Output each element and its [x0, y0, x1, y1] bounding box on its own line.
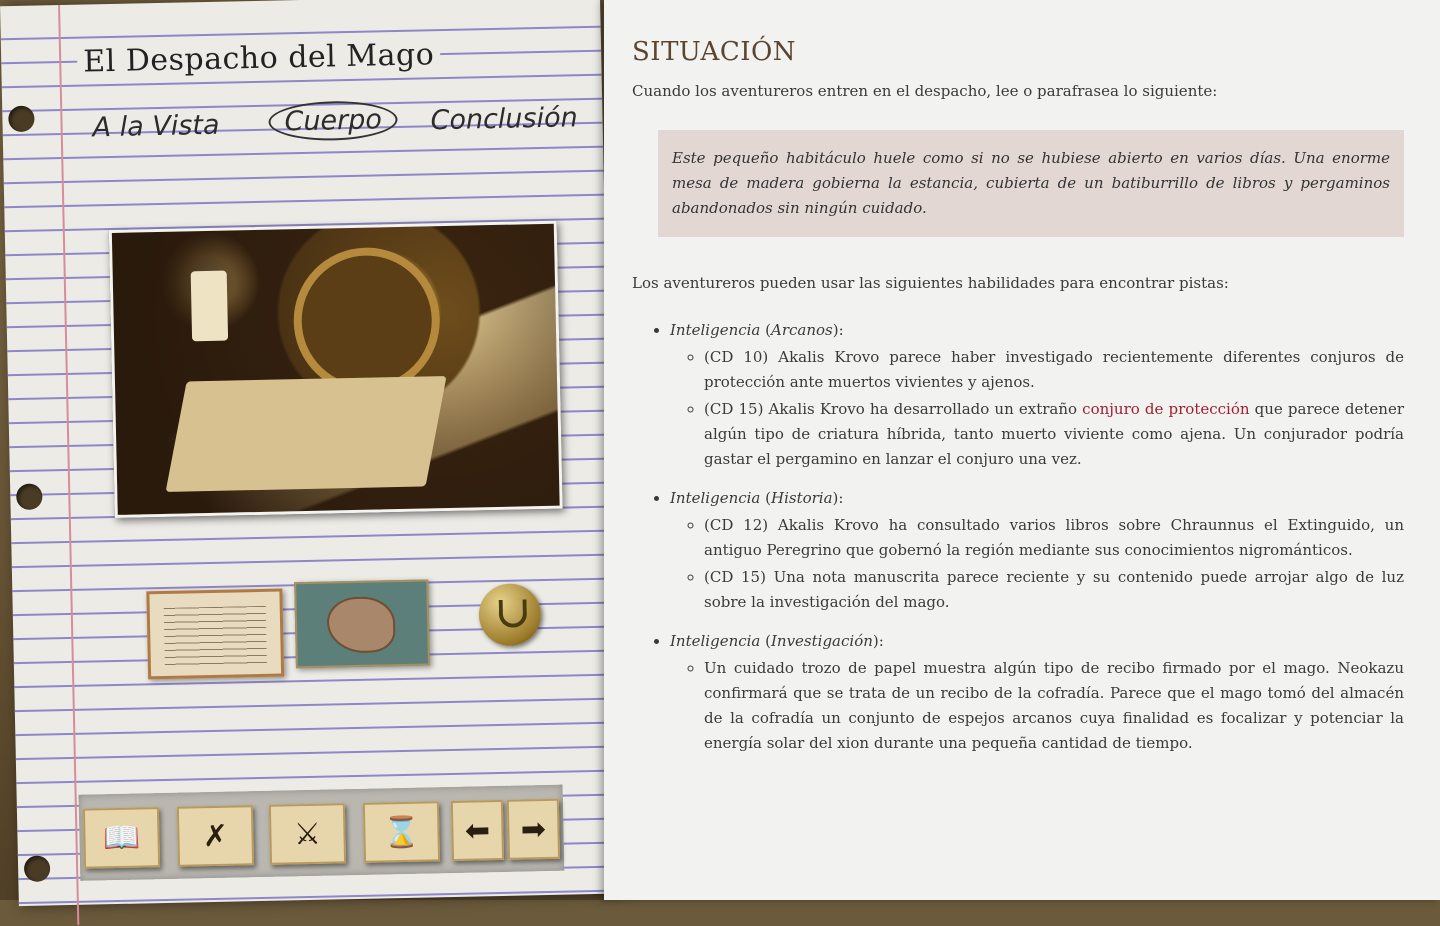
skills-intro: Los aventureros pueden usar las siguientes habilidades para encontrar pistas:	[632, 274, 1229, 292]
read-aloud-box: Este pequeño habitáculo huele como si no se hubiese abierto en varios días. Una enorme mesa de madera gobierna la estancia, cubierta de un batiburrillo de libros y pergaminos abandonados sin ningún cuidado.	[658, 130, 1404, 237]
skill-name: Inteligencia	[670, 489, 761, 507]
document-lines	[164, 606, 267, 666]
adventurer-icon[interactable]: ⚔	[269, 803, 346, 865]
arrow-left-icon[interactable]: ⬅	[451, 800, 504, 861]
checks-list	[670, 513, 1404, 615]
content-page	[604, 0, 1440, 900]
arrow-right-icon[interactable]: ➡	[507, 799, 560, 860]
island-shape	[327, 596, 396, 653]
notebook-page	[0, 0, 619, 906]
check-item: ◦ (CD 15) Una nota manuscrita parece reciente y su contenido puede arrojar algo de luz sobre la investigación del mago.	[704, 565, 1404, 615]
section-tabs	[92, 102, 583, 152]
astrolabe-image	[292, 246, 441, 395]
skill-item: • Inteligencia (Arcanos): ◦ (CD 10) Akalis Krovo parece haber investigado recientemente diferentes conjuros de protección ante muertos vivientes y ajenos. ◦ (CD 15) Akalis Krovo ha desarrollado un extraño conjuro de protección que parece detener algún tipo de criatura híbrida, tanto muerto viviente como ajena. Un conjurador podría gastar el pergamino en lanzar el conjuro una vez.	[670, 318, 1404, 472]
bottom-toolbar	[79, 785, 565, 881]
map-thumbnail[interactable]	[294, 579, 430, 668]
book-icon[interactable]: 📖	[83, 807, 160, 869]
tab-a-la-vista[interactable]: A la Vista	[92, 109, 220, 144]
spell-link[interactable]: conjuro de protección	[1082, 400, 1250, 418]
wizard-desk-illustration	[109, 221, 563, 518]
binder-hole	[24, 855, 51, 882]
skill-name: Inteligencia	[670, 632, 761, 650]
horseshoe-icon[interactable]	[478, 583, 541, 646]
check-text: que parece detener algún tipo de criatura híbrida, tanto muerto viviente como ajena. Un conjurador podría gastar el pergamino en lanzar el conjuro una vez.	[704, 400, 1405, 468]
checks-list	[670, 656, 1404, 756]
skills-list	[632, 318, 1404, 756]
check-item	[704, 397, 1404, 472]
horseshoe-shape	[499, 599, 528, 628]
hourglass-icon[interactable]: ⌛	[363, 801, 440, 863]
location-title: El Despacho del Mago	[77, 37, 441, 80]
margin-line	[58, 5, 79, 925]
intro-text: Cuando los aventureros entren en el despacho, lee o parafrasea lo siguiente:	[632, 82, 1218, 100]
map-icon[interactable]: ✗	[177, 805, 254, 867]
skill-sub: Historia	[771, 489, 833, 507]
section-heading: SITUACIÓN	[632, 37, 797, 67]
check-item: ◦ (CD 10) Akalis Krovo parece haber investigado recientemente diferentes conjuros de protección ante muertos vivientes y ajenos.	[704, 345, 1404, 395]
check-text: (CD 15) Akalis Krovo ha desarrollado un extraño	[704, 400, 1083, 418]
skill-item: • Inteligencia (Investigación): ◦ Un cuidado trozo de papel muestra algún tipo de recibo firmado por el mago. Neokazu confirmará que se trata de un recibo de la cofradía. Parece que el mago tomó del almacén de la cofradía un conjunto de espejos arcanos cuya finalidad es focalizar y potenciar la energía solar del xion durante una pequeña cantidad de tiempo.	[670, 629, 1404, 756]
binder-hole	[8, 106, 35, 133]
tab-conclusion[interactable]: Conclusión	[430, 102, 579, 137]
check-item: ◦ Un cuidado trozo de papel muestra algún tipo de recibo firmado por el mago. Neokazu confirmará que se trata de un recibo de la cofradía. Parece que el mago tomó del almacén de la cofradía un conjunto de espejos arcanos cuya finalidad es focalizar y potenciar la energía solar del xion durante una pequeña cantidad de tiempo.	[704, 656, 1404, 756]
skill-item: • Inteligencia (Historia): ◦ (CD 12) Akalis Krovo ha consultado varios libros sobre Chraunnus el Extinguido, un antiguo Peregrino que gobernó la región mediante sus conocimientos nigrománticos. ◦ (CD 15) Una nota manuscrita parece reciente y su contenido puede arrojar algo de luz sobre la investigación del mago.	[670, 486, 1404, 615]
skill-name: Inteligencia	[670, 321, 761, 339]
binder-hole	[16, 484, 43, 511]
checks-list	[670, 345, 1404, 472]
skill-sub: Investigación	[771, 632, 873, 650]
content-body	[632, 37, 1405, 770]
check-item: ◦ (CD 12) Akalis Krovo ha consultado varios libros sobre Chraunnus el Extinguido, un antiguo Peregrino que gobernó la región mediante sus conocimientos nigrománticos.	[704, 513, 1404, 563]
document-thumbnail[interactable]	[146, 588, 284, 679]
tab-cuerpo[interactable]: Cuerpo	[268, 100, 398, 142]
skill-sub: Arcanos	[771, 321, 833, 339]
open-book-image	[166, 376, 447, 492]
candle-image	[191, 271, 228, 342]
